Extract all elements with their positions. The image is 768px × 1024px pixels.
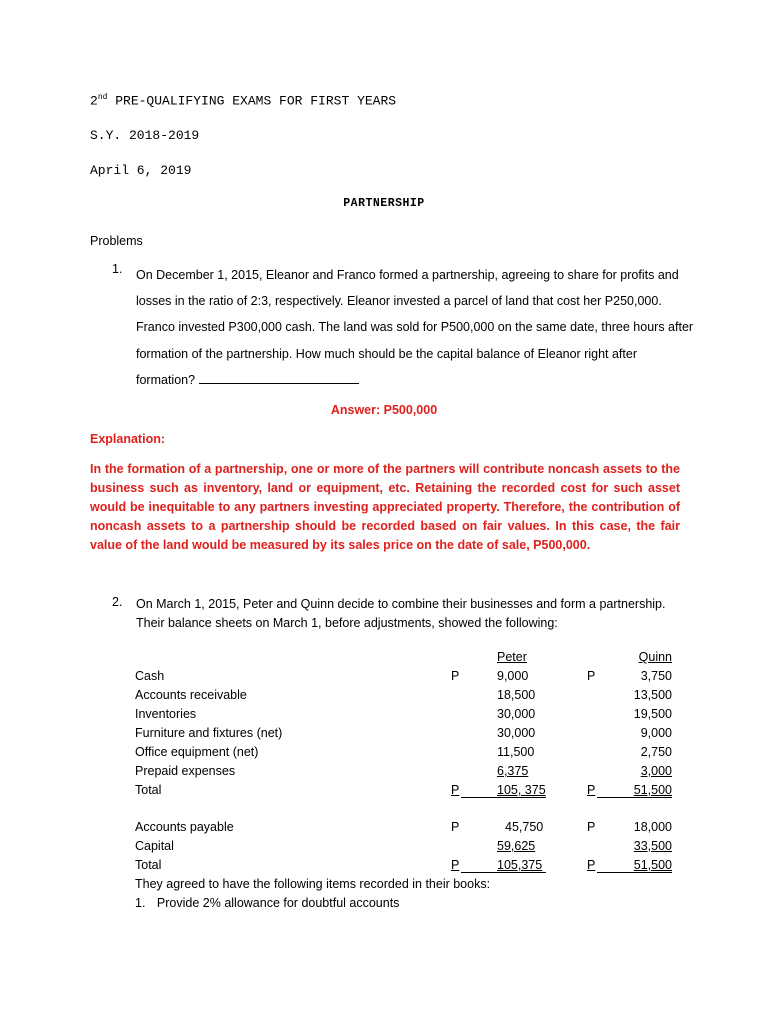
quinn-value: 3,000 bbox=[640, 764, 672, 778]
row-label: Accounts receivable bbox=[135, 688, 247, 702]
quinn-value: 19,500 bbox=[633, 707, 672, 721]
problems-label: Problems bbox=[90, 234, 143, 248]
exam-heading bbox=[90, 93, 396, 108]
column-header-quinn: Quinn bbox=[638, 650, 672, 664]
currency-symbol: P bbox=[451, 783, 460, 797]
problem-1-answer: Answer: P500,000 bbox=[330, 403, 438, 417]
quinn-value: 51,500 bbox=[633, 858, 672, 872]
underline-rule bbox=[461, 797, 546, 798]
currency-symbol: P bbox=[451, 820, 460, 834]
quinn-value: 3,750 bbox=[640, 669, 672, 683]
row-label: Prepaid expenses bbox=[135, 764, 236, 778]
agreed-item-1 bbox=[135, 896, 399, 910]
underline-rule bbox=[597, 797, 672, 798]
row-label: Furniture and fixtures (net) bbox=[135, 726, 283, 740]
peter-value: 6,375 bbox=[497, 764, 529, 778]
quinn-value: 9,000 bbox=[640, 726, 672, 740]
agreed-item-1-number: 1. bbox=[135, 896, 146, 910]
quinn-value: 2,750 bbox=[640, 745, 672, 759]
peter-value: 105, 375 bbox=[497, 783, 546, 797]
peter-value: 59,625 bbox=[497, 839, 536, 853]
currency-symbol: P bbox=[587, 858, 596, 872]
explanation-label: Explanation: bbox=[90, 432, 166, 446]
peter-value: 45,750 bbox=[505, 820, 544, 834]
explanation-text: In the formation of a partnership, one or more of the partners will contribute noncash assets to the business such as inventory, land or equipment, etc. Retaining the recorded cost for such asset would be inequitable to any partners investing appreciated property. Therefore, the contribution of noncash assets to a partnership should be recorded based on fair values. In this case, the fair value of the land would be measured by its sales price on the date of sale, P500,000. bbox=[90, 462, 680, 552]
peter-value: 18,500 bbox=[497, 688, 536, 702]
answer-blank bbox=[199, 371, 359, 384]
problem-2-number: 2. bbox=[112, 595, 123, 609]
currency-symbol: P bbox=[587, 669, 596, 683]
column-header-peter: Peter bbox=[497, 650, 527, 664]
row-label-total: Total bbox=[135, 783, 162, 797]
peter-value: 30,000 bbox=[497, 726, 536, 740]
exam-date: April 6, 2019 bbox=[90, 163, 192, 178]
quinn-value: 13,500 bbox=[633, 688, 672, 702]
currency-symbol: P bbox=[451, 669, 460, 683]
problem-1-question: On December 1, 2015, Eleanor and Franco formed a partnership, agreeing to share for profits and losses in the ratio of 2:3, respectively. Eleanor invested a parcel of land that cost her P250,000. Franco invested P300,000 cash. The land was sold for P500,000 on the same date, three hours after formation of the partnership. How much should be the capital balance of Eleanor right after formation? bbox=[136, 268, 694, 387]
school-year: S.Y. 2018-2019 bbox=[90, 128, 200, 143]
currency-symbol: P bbox=[587, 820, 596, 834]
row-label: Cash bbox=[135, 669, 165, 683]
peter-value: 105,375 bbox=[497, 858, 543, 872]
quinn-value: 33,500 bbox=[633, 839, 672, 853]
row-label: Capital bbox=[135, 839, 174, 853]
quinn-value: 51,500 bbox=[633, 783, 672, 797]
peter-value: 9,000 bbox=[497, 669, 529, 683]
row-label: Accounts payable bbox=[135, 820, 234, 834]
exam-number: 2 bbox=[90, 93, 98, 109]
currency-symbol: P bbox=[587, 783, 596, 797]
row-label-total: Total bbox=[135, 858, 162, 872]
underline-rule bbox=[597, 872, 672, 873]
exam-number-suffix: nd bbox=[97, 93, 108, 102]
problem-2-text: On March 1, 2015, Peter and Quinn decide to combine their businesses and form a partnership. Their balance sheets on March 1, before adjustments, showed the following: bbox=[136, 597, 666, 630]
row-label: Office equipment (net) bbox=[135, 745, 259, 759]
quinn-value: 18,000 bbox=[633, 820, 672, 834]
page-title: PARTNERSHIP bbox=[343, 197, 425, 210]
peter-value: 11,500 bbox=[497, 745, 535, 759]
agreed-item-1-text: Provide 2% allowance for doubtful accounts bbox=[156, 896, 400, 910]
currency-symbol: P bbox=[451, 858, 460, 872]
problem-1-text bbox=[136, 262, 696, 393]
problem-1-number: 1. bbox=[112, 262, 123, 276]
exam-heading-text: PRE-QUALIFYING EXAMS FOR FIRST YEARS bbox=[107, 93, 397, 109]
agreed-items-intro: They agreed to have the following items recorded in their books: bbox=[135, 877, 491, 891]
underline-rule bbox=[461, 872, 546, 873]
peter-value: 30,000 bbox=[497, 707, 536, 721]
row-label: Inventories bbox=[135, 707, 197, 721]
